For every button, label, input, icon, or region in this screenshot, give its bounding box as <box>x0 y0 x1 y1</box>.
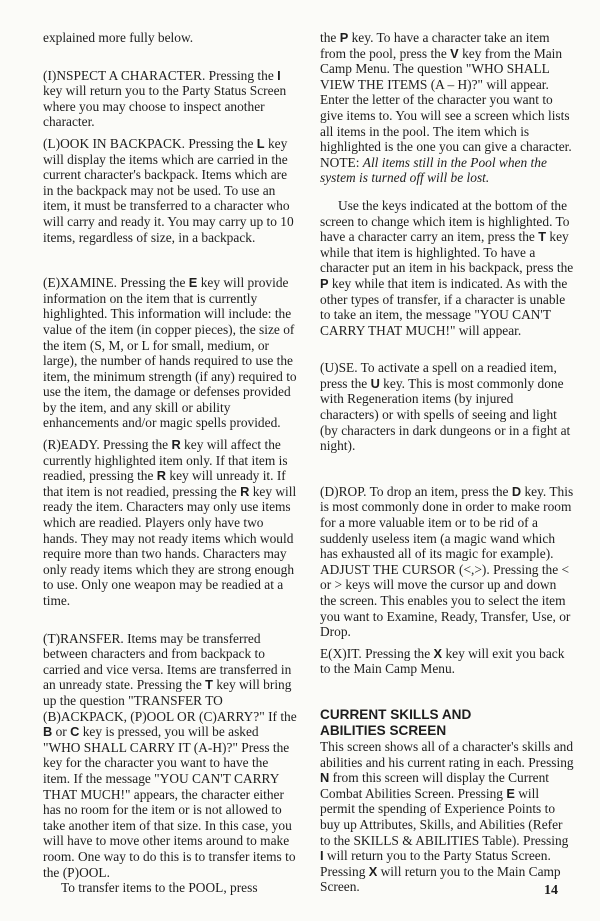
key-d: D <box>511 483 522 499</box>
ready-paragraph: (R)EADY. Pressing the R key will affect the currently highlighted item only. If that item is readied, pressing the R key will unready it. If that item is not readied, pressing the R key will ready the item. Characters may only use items which are readied. Players only have two hands. They may not ready items which would require more than two hands. Characters may only ready items which they are strong enough to use. Only one weapon may be readied at a time. <box>43 437 297 608</box>
pool-paragraph-start: To transfer items to the POOL, press <box>61 880 258 896</box>
key-x: X <box>433 645 443 661</box>
inspect-paragraph: (I)NSPECT A CHARACTER. Pressing the I key will return you to the Party Status Screen where you may choose to inspect another character. <box>43 67 287 130</box>
key-c: C <box>70 724 80 740</box>
pool-note: All items still in the Pool when the system is turned off will be lost. <box>320 154 547 186</box>
continued-text: explained more fully below. <box>43 30 194 45</box>
key-n: N <box>320 770 330 786</box>
key-u: U <box>370 375 380 391</box>
key-i: I <box>320 848 324 864</box>
key-r: R <box>240 483 250 499</box>
key-r: R <box>156 468 167 484</box>
transfer-paragraph: (T)RANSFER. Items may be transferred between characters and from backpack to carried and vice versa. Items are transferred in an unready state. Pressing the T key will bring up the question "TRANSFER TO (B)ACKPACK, (P)OOL OR (C)ARRY?" If the B or C key is pressed, you will be asked "WHO SHALL CARRY IT (A-H)?" Press the key for the character you want to have the item. If the message "YOU CAN'T CARRY THAT MUCH!" appears, the character either has no room for the item or is not allowed to take another item of that size. In this case, you will have to move other items around to make room. One way to do this is to transfer items to the (P)OOL. <box>43 630 297 880</box>
left-column <box>43 30 297 896</box>
key-i: I <box>277 67 281 83</box>
pool-paragraph-continued: the P key. To have a character take an item from the pool, press the V key from the Main Camp Menu. The question "WHO SHALL VIEW THE ITEMS (A – H)?" will appear. Enter the letter of the character you want to give items to. You will see a screen which lists all items in the pool. The item which is highlighted is the one you can give a character. NOTE: All items still in the Pool when the system is turned off will be lost. <box>320 30 572 186</box>
key-e: E <box>506 785 515 801</box>
key-x: X <box>368 863 378 879</box>
cursor-paragraph: ADJUST THE CURSOR (<,>). Pressing the < or > keys will move the cursor up and down the screen. This enables you to select the item you want to Examine, Ready, Transfer, Use, or Drop. <box>320 561 571 640</box>
examine-paragraph: (E)XAMINE. Pressing the E key will provide information on the item that is currently highlighted. This information will include: the value of the item (in copper pieces), the size of the item (S, M, or L for small, medium, or large), the number of hands required to use the item, the minimum strength (if any) required to use the item, the damage or defenses provided by the item, and any skill or ability enhancements and/or magic spells provided. <box>43 275 297 431</box>
drop-paragraph: (D)ROP. To drop an item, press the D key. This is most commonly done in order to make room for a more valuable item or to be rid of a suddenly useless item (a magic wand which has exhausted all of its magic for example). <box>320 483 574 562</box>
key-e: E <box>188 275 198 291</box>
right-column <box>320 30 574 895</box>
key-p: P <box>339 30 349 45</box>
exit-paragraph: E(X)IT. Pressing the X key will exit you back to the Main Camp Menu. <box>320 645 565 677</box>
key-v: V <box>450 45 459 61</box>
key-t: T <box>205 677 213 693</box>
key-b: B <box>43 724 53 740</box>
use-paragraph: (U)SE. To activate a spell on a readied item, press the U key. This is most commonly done with Regeneration items (by injured characters) or with spells of seeing and light (by characters in dark dungeons or in a fight at night). <box>320 360 571 454</box>
page-number: 14 <box>544 883 558 898</box>
key-p: P <box>320 275 329 291</box>
key-r: R <box>171 437 181 453</box>
skills-paragraph: This screen shows all of a character's skills and abilities and his current rating in each. Pressing N from this screen will display the Current Combat Abilities Screen. Pressing E will permit the spending of Experience Points to buy up Attributes, Skills, and Abilities (Refer to the SKILLS & ABILITIES Table). Pressing I will return you to the Party Status Screen. Pressing X will return you to the Main Camp Screen. <box>320 738 574 895</box>
key-l: L <box>256 135 265 151</box>
highlight-keys-paragraph: Use the keys indicated at the bottom of the screen to change which item is highlighted. To have a character carry an item, press the T key while that item is highlighted. To have a character put an item in his backpack, press the P key while that item is indicated. As with the other types of transfer, if a character is unable to take an item, the message "YOU CAN'T CARRY THAT MUCH!" will appear. <box>320 197 574 338</box>
look-paragraph: (L)OOK IN BACKPACK. Pressing the L key will display the items which are carried in the current character's backpack. Items which are in the backpack may not be used. To use an item, it must be transferred to a character who will carry and ready it. You may carry up to 10 items, regardless of size, in a backpack. <box>43 135 294 245</box>
key-t: T <box>538 229 547 245</box>
section-heading: CURRENT SKILLS AND ABILITIES SCREEN <box>320 706 472 738</box>
